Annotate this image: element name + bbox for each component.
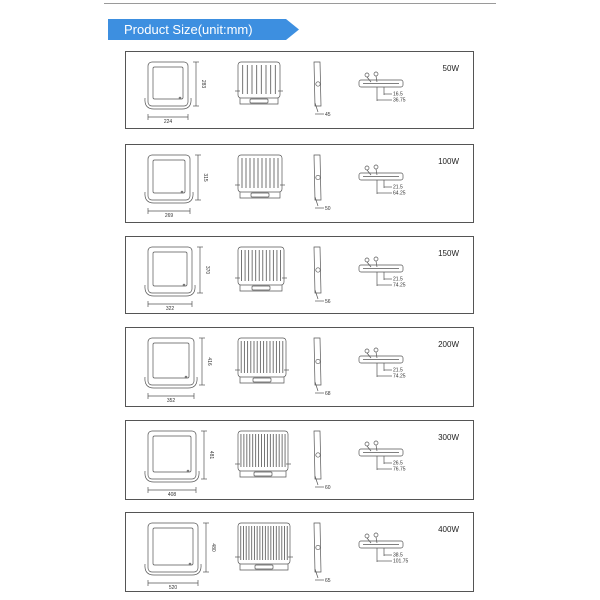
- wattage-label: 50W: [442, 64, 459, 73]
- front-view-bracket: [145, 192, 193, 203]
- front-view-lens: [153, 252, 187, 286]
- front-view-lens: [153, 160, 185, 193]
- height-value: 370: [204, 265, 210, 275]
- front-view-lens: [153, 436, 191, 472]
- top-view-detail: [359, 165, 403, 180]
- mount-span-value: 74.25: [393, 282, 406, 289]
- mount-offset-value: 21.5: [393, 367, 403, 374]
- mount-offset-value: 26.5: [393, 460, 403, 467]
- top-view-detail: [359, 533, 403, 548]
- side-view: [314, 338, 321, 391]
- mount-span-value: 101.75: [393, 558, 409, 565]
- rear-view-heatsink: [235, 62, 283, 104]
- dimension-drawing: [126, 52, 475, 130]
- height-value: 315: [202, 173, 208, 182]
- product-panel-400w: [125, 512, 474, 592]
- mount-offset-value: 21.5: [393, 184, 403, 191]
- depth-value: 65: [325, 578, 331, 584]
- mount-span-value: 76.75: [393, 466, 406, 473]
- front-view-bracket: [145, 471, 199, 482]
- side-view: [314, 523, 321, 578]
- front-view-lens: [153, 67, 183, 99]
- height-value: 480: [210, 543, 216, 552]
- front-view-bracket: [145, 564, 201, 575]
- mount-span-value: 36.75: [393, 97, 406, 104]
- dimension-drawing: [126, 513, 475, 593]
- side-view: [314, 62, 321, 112]
- width-value: 352: [166, 398, 176, 404]
- mount-offset-value: 38.5: [393, 552, 403, 559]
- mount-span-value: 74.25: [393, 373, 406, 380]
- width-value: 520: [168, 585, 178, 591]
- height-value: 416: [206, 357, 212, 366]
- wattage-label: 300W: [438, 433, 459, 442]
- height-value: 481: [208, 450, 214, 460]
- mount-offset-value: 21.5: [393, 276, 403, 283]
- dimension-drawing: [126, 237, 475, 315]
- side-view: [314, 431, 321, 485]
- width-value: 322: [165, 306, 175, 312]
- depth-value: 45: [325, 112, 331, 118]
- front-view-bracket: [145, 98, 191, 109]
- wattage-label: 150W: [438, 249, 459, 258]
- front-view-lens: [153, 528, 193, 565]
- top-view-detail: [359, 257, 403, 272]
- front-view-lens: [153, 343, 189, 378]
- side-view: [314, 247, 321, 299]
- rear-view-heatsink: [235, 431, 291, 477]
- product-panel-150w: [125, 236, 474, 314]
- depth-value: 50: [325, 206, 331, 212]
- front-view-bracket: [145, 285, 195, 296]
- side-view: [314, 155, 321, 206]
- top-view-detail: [359, 348, 403, 363]
- rear-view-heatsink: [235, 338, 289, 383]
- dimension-drawing: [126, 421, 475, 501]
- depth-value: 56: [325, 299, 331, 305]
- product-panel-200w: [125, 327, 474, 407]
- width-value: 224: [163, 119, 173, 125]
- dimension-drawing: [126, 328, 475, 408]
- section-title: Product Size(unit:mm): [124, 22, 253, 37]
- wattage-label: 200W: [438, 340, 459, 349]
- top-divider: [104, 3, 496, 4]
- width-value: 269: [164, 213, 174, 219]
- top-view-detail: [359, 441, 403, 456]
- depth-value: 60: [325, 485, 331, 491]
- top-view-detail: [359, 72, 403, 87]
- rear-view-heatsink: [235, 155, 285, 198]
- front-view-housing: [148, 62, 188, 106]
- depth-value: 68: [325, 391, 331, 397]
- wattage-label: 400W: [438, 525, 459, 534]
- height-value: 283: [200, 79, 206, 89]
- mount-span-value: 64.25: [393, 190, 406, 197]
- rear-view-heatsink: [235, 247, 287, 291]
- width-value: 408: [167, 492, 177, 498]
- product-panel-300w: [125, 420, 474, 500]
- rear-view-heatsink: [235, 523, 293, 570]
- product-panel-50w: [125, 51, 474, 129]
- front-view-bracket: [145, 377, 197, 388]
- product-panel-100w: [125, 144, 474, 223]
- wattage-label: 100W: [438, 157, 459, 166]
- dimension-drawing: [126, 145, 475, 224]
- mount-offset-value: 16.5: [393, 91, 403, 98]
